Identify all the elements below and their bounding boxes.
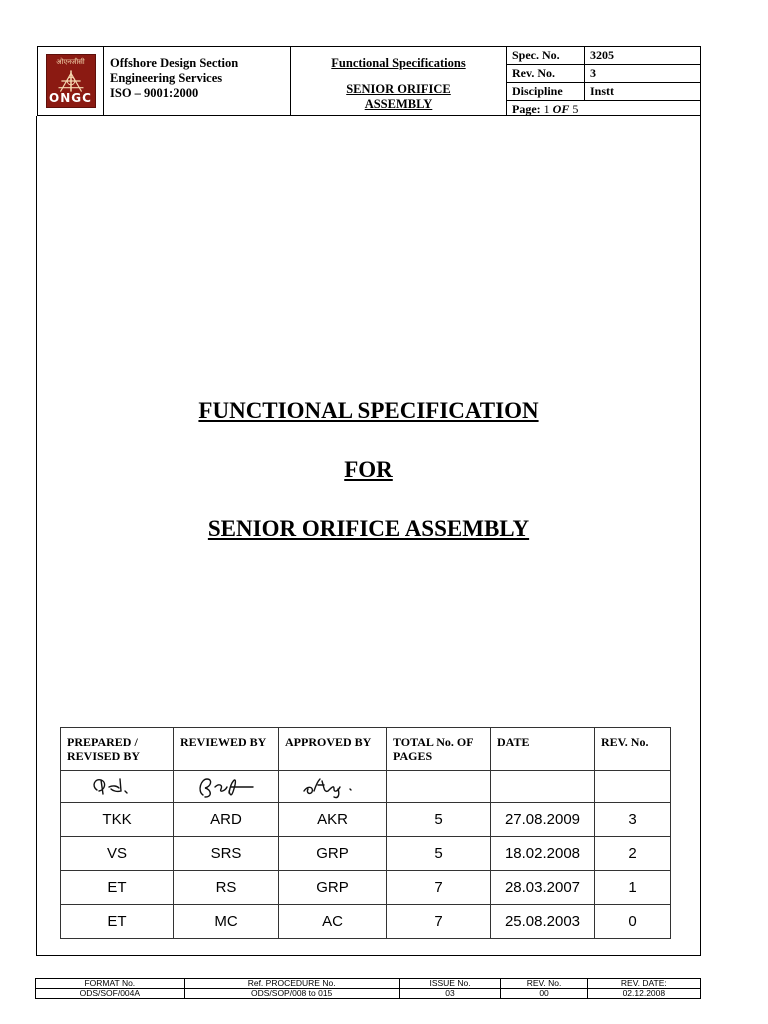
spec-info-table [507, 47, 701, 118]
org-section-name: Offshore Design Section [110, 56, 239, 70]
document-body [36, 116, 701, 956]
approval-row [61, 871, 671, 905]
approval-row [61, 803, 671, 837]
cell-prepared-by: TKK [61, 803, 174, 837]
cell-approved-by: AKR [279, 803, 387, 837]
document-subject-line1: SENIOR ORIFICE [346, 82, 451, 96]
spec-no-label: Spec. No. [507, 47, 585, 65]
organization-info [104, 47, 291, 115]
discipline-label: Discipline [507, 83, 585, 101]
footer-issue-no: 03 [399, 989, 501, 999]
main-title-line2: FOR [344, 457, 393, 482]
page-label: Page: [512, 102, 541, 116]
cell-reviewed-by: MC [174, 905, 279, 939]
cell-date: 18.02.2008 [491, 837, 595, 871]
header-date: DATE [491, 728, 595, 771]
header-prepared-by: PREPARED / REVISED BY [61, 728, 174, 771]
header-reviewed-by: REVIEWED BY [174, 728, 279, 771]
document-title-cell [291, 47, 507, 115]
spec-no-value: 3205 [585, 47, 702, 65]
document-header [37, 46, 701, 116]
cell-date: 28.03.2007 [491, 871, 595, 905]
cell-approved-by: AC [279, 905, 387, 939]
cell-rev-no: 2 [595, 837, 671, 871]
footer-procedure-no-label: Ref. PROCEDURE No. [184, 979, 399, 989]
cell-prepared-by: ET [61, 871, 174, 905]
footer-issue-no-label: ISSUE No. [399, 979, 501, 989]
rev-no-value: 3 [585, 65, 702, 83]
logo-hindi-text: ओएनजीसी [56, 58, 85, 66]
iso-certification: ISO – 9001:2000 [110, 86, 199, 100]
rev-no-label: Rev. No. [507, 65, 585, 83]
main-title-line1: FUNCTIONAL SPECIFICATION [198, 398, 539, 423]
reviewed-signature-icon [191, 773, 261, 801]
document-footer [35, 978, 701, 999]
signature-empty-cell [595, 771, 671, 803]
approval-row [61, 837, 671, 871]
footer-rev-no: 00 [501, 989, 587, 999]
cell-prepared-by: ET [61, 905, 174, 939]
footer-format-no: ODS/SOF/004A [36, 989, 185, 999]
page-of: OF [552, 102, 570, 116]
prepared-signature-icon [87, 774, 147, 800]
cell-reviewed-by: ARD [174, 803, 279, 837]
footer-rev-date: 02.12.2008 [587, 989, 700, 999]
cell-total-pages: 5 [387, 803, 491, 837]
header-rev-no: REV. No. [595, 728, 671, 771]
prepared-signature [61, 771, 174, 803]
signature-empty-cell [491, 771, 595, 803]
footer-rev-date-label: REV. DATE: [587, 979, 700, 989]
ongc-logo [46, 54, 96, 108]
approval-table [60, 727, 671, 939]
logo-text: ONGC [49, 91, 92, 105]
cell-date: 27.08.2009 [491, 803, 595, 837]
document-subject [291, 82, 506, 112]
header-approved-by: APPROVED BY [279, 728, 387, 771]
page-current: 1 [543, 102, 550, 116]
approval-header-row [61, 728, 671, 771]
cell-total-pages: 7 [387, 905, 491, 939]
approved-signature [279, 771, 387, 803]
header-total-pages: TOTAL No. OF PAGES [387, 728, 491, 771]
cell-reviewed-by: RS [174, 871, 279, 905]
approval-row [61, 905, 671, 939]
discipline-value: Instt [585, 83, 702, 101]
cell-rev-no: 1 [595, 871, 671, 905]
signature-row [61, 771, 671, 803]
cell-date: 25.08.2003 [491, 905, 595, 939]
logo-cell [38, 47, 104, 115]
cell-approved-by: GRP [279, 837, 387, 871]
cell-approved-by: GRP [279, 871, 387, 905]
document-subject-line2: ASSEMBLY [364, 97, 433, 111]
cell-rev-no: 0 [595, 905, 671, 939]
footer-value-row [36, 989, 701, 999]
footer-format-no-label: FORMAT No. [36, 979, 185, 989]
footer-rev-no-label: REV. No. [501, 979, 587, 989]
page-total: 5 [572, 102, 579, 116]
document-type: Functional Specifications [331, 56, 466, 70]
footer-label-row [36, 979, 701, 989]
cell-reviewed-by: SRS [174, 837, 279, 871]
reviewed-signature [174, 771, 279, 803]
signature-empty-cell [387, 771, 491, 803]
cell-total-pages: 5 [387, 837, 491, 871]
main-title-line3: SENIOR ORIFICE ASSEMBLY [207, 516, 530, 541]
org-department-name: Engineering Services [110, 71, 223, 85]
approved-signature-icon [298, 773, 368, 801]
cell-total-pages: 7 [387, 871, 491, 905]
footer-procedure-no: ODS/SOP/008 to 015 [184, 989, 399, 999]
cell-rev-no: 3 [595, 803, 671, 837]
cell-prepared-by: VS [61, 837, 174, 871]
